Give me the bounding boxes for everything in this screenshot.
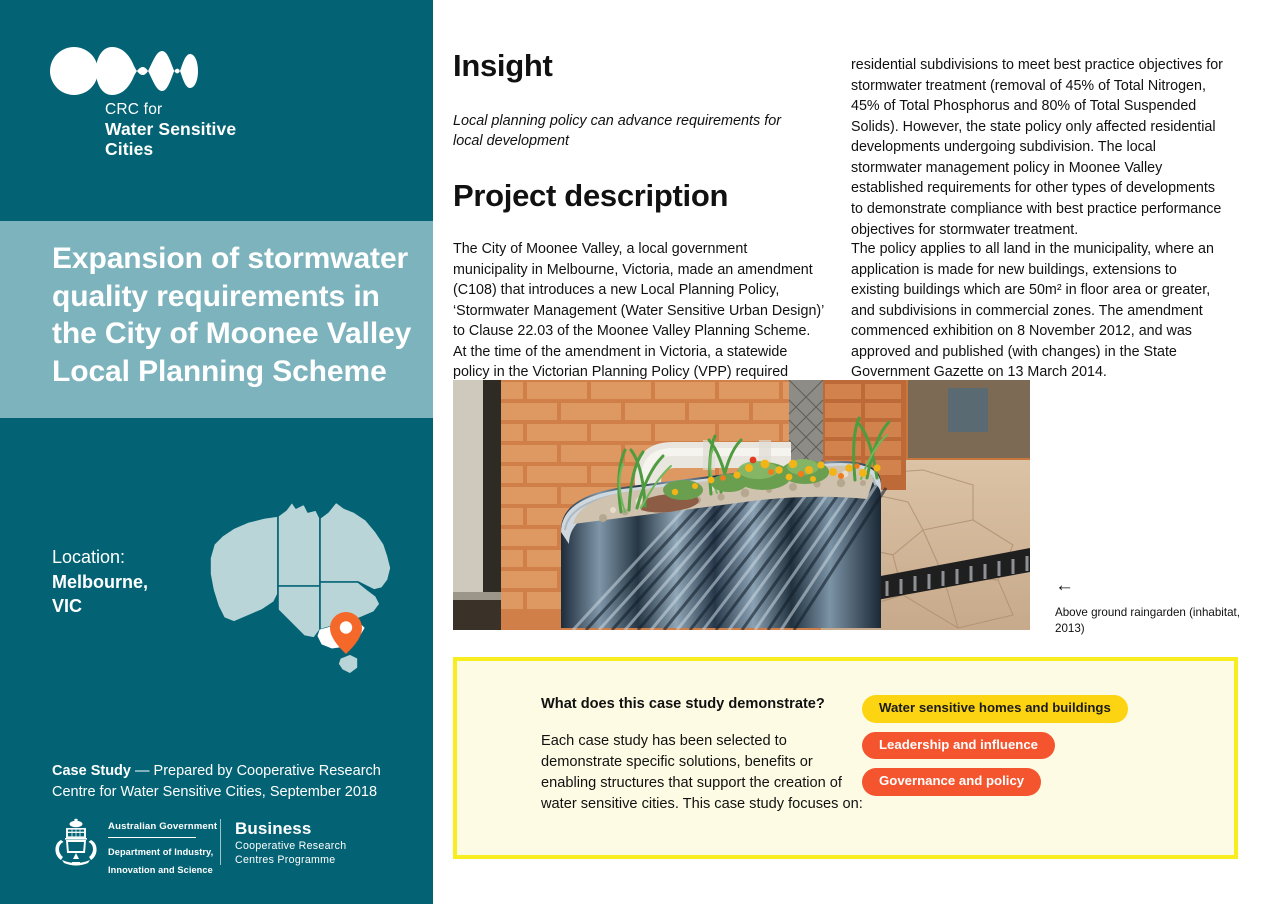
callout-tag[interactable]: Governance and policy <box>862 768 1041 796</box>
crc-logo-mark <box>50 46 210 96</box>
business-sub2: Centres Programme <box>235 854 336 867</box>
location-block <box>52 545 148 618</box>
crc-logo-text <box>105 101 250 160</box>
crc-logo <box>50 46 250 160</box>
project-description-heading: Project description <box>453 178 729 213</box>
case-study-credit-bold: Case Study <box>52 763 131 779</box>
project-paragraph-2: residential subdivisions to meet best practice objectives for stormwater treatment (removal of 45% of Total Nitrogen, 45% of Total Phosphorus and 80% of Total Suspended Solids). However, the state policy only affected residential developments undergoing subdivision. The local stormwater management policy in Moonee Valley established requirements for other types of developments to demonstrate compliance with best practice performance objectives for stormwater treatment. <box>851 57 1223 238</box>
business-sub1: Cooperative Research <box>235 840 347 853</box>
case-study-credit <box>52 761 422 802</box>
sidebar <box>0 0 433 904</box>
photo-caption-block <box>1055 576 1255 637</box>
raingarden-illustration <box>453 380 1030 630</box>
gov-logo-department <box>108 841 213 877</box>
callout-question: What does this case study demonstrate? <box>541 696 825 712</box>
gov-logo-divider <box>220 819 221 865</box>
gov-logo-line3: Innovation and Science <box>108 864 213 875</box>
gov-logo-line1: Australian Government <box>108 821 218 832</box>
raingarden-photo <box>453 380 1030 630</box>
coat-of-arms-icon <box>52 817 100 867</box>
callout-body: Each case study has been selected to demonstrate specific solutions, benefits or enabling structures that support the creation of water sensitive cities. This case study focuses on: <box>541 733 863 812</box>
callout-box <box>453 657 1238 859</box>
location-value-state: VIC <box>52 596 83 617</box>
australian-government-logo <box>52 817 362 875</box>
insight-heading: Insight <box>453 48 553 83</box>
insight-subtitle: Local planning policy can advance requirements for local development <box>453 113 781 150</box>
gov-logo-rule <box>108 837 196 838</box>
business-title: Business <box>235 819 312 838</box>
case-study-credit-rest: — Prepared by Cooperative Research Centre for Water Sensitive Cities, September 2018 <box>52 763 381 800</box>
callout-tag-list <box>862 695 1212 805</box>
project-paragraph-3: The policy applies to all land in the municipality, where an application is made for new buildings, extensions to existing buildings which are 50m² in floor area or greater, and subdivisions in commercial zones. The amendment commenced exhibition on 8 November 2012, and was approved and published (with changes) in the State Government Gazette on 13 March 2014. <box>851 241 1214 381</box>
photo-caption-text: Above ground raingarden (inhabitat, 2013) <box>1055 606 1240 635</box>
project-paragraph-1: The City of Moonee Valley, a local government municipality in Melbourne, Victoria, made an amendment (C108) that introduces a new Local Planning Policy, ‘Stormwater Management (Water Sensitive Urban Design)’ to Clause 22.03 of the Moonee Valley Planning Scheme. At the time of the amendment in Victoria, a statewide policy in the Victorian Planning Policy (VPP) required <box>453 241 824 381</box>
business-crc-logo <box>235 819 346 868</box>
callout-tag[interactable]: Water sensitive homes and buildings <box>862 695 1128 723</box>
crc-logo-line2: Water Sensitive Cities <box>105 118 237 160</box>
gov-logo-text <box>108 821 217 834</box>
left-arrow-icon: ← <box>1055 575 1074 596</box>
gov-logo-line2: Department of Industry, <box>108 847 214 857</box>
main-content <box>433 0 1285 904</box>
location-label: Location: <box>52 547 126 567</box>
location-value-city: Melbourne, <box>52 571 149 592</box>
callout-tag[interactable]: Leadership and influence <box>862 732 1055 760</box>
australia-map-icon <box>208 498 408 678</box>
crc-logo-line1: CRC for <box>105 101 163 118</box>
page-title: Expansion of stormwater quality requirements in the City of Moonee Valley Local Planning Scheme <box>52 242 412 388</box>
